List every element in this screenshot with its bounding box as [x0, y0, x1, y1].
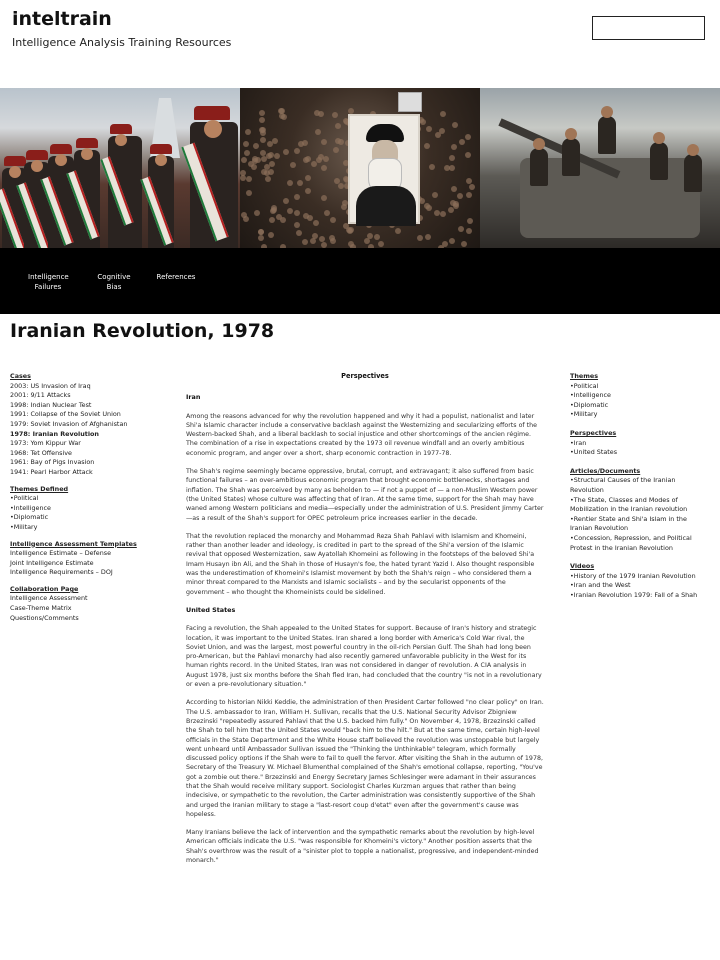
site-tagline: Intelligence Analysis Training Resources	[12, 36, 232, 49]
crowd-dot	[253, 143, 259, 149]
crowd-dot	[313, 220, 319, 226]
person-figure	[530, 148, 548, 186]
theme-link[interactable]: •Intelligence	[570, 391, 611, 400]
case-link[interactable]: 1973: Yom Kippur War	[10, 439, 81, 448]
crowd-dot	[324, 210, 330, 216]
crowd-dot	[303, 213, 309, 219]
body-paragraph: That the revolution replaced the monarchy and Mohammad Reza Shah Pahlavi with Islamism and Khomeini, rather than another leader and ideology, is credited in part to the spread of the Shi'a version of the Islamic revival that opposed Westernization, saw Ayatollah Khomeini as following in the footsteps of the beloved Shi'a Imam Husayn ibn Ali, and the Shah in those of Husayn's foe, the hated tyrant Yazid I. Also thought responsible was the underestimation of Khomeini's Islamist movement by both the Shah's reign – who considered them a minor threat compared to the Marxists and Islamic socialists – and by the secularist opponents of the government – who thought the Khomeinists could be sidelined.	[186, 532, 535, 596]
nav-intelligence-failures[interactable]	[28, 272, 68, 292]
nav-label: Cognitive	[97, 273, 131, 281]
crowd-dot	[440, 111, 446, 117]
crowd-dot	[259, 117, 265, 123]
crowd-dot	[294, 222, 300, 228]
site-header	[0, 0, 720, 88]
body-paragraph: Among the reasons advanced for why the revolution happened and why it had a populist, nationalist and later Shi'a Islamic character include a conservative backlash against the Westernizing and secularizing efforts of the Western-backed Shah, and a liberal backlash to social injustice and other shortcomings of the ancien régime. The combination of a rise in expectations created by the 1973 oil revenue windfall and an overly ambitious economic program, and anger over a short, sharp economic contraction in 1977-78.	[186, 412, 537, 457]
crowd-dot	[334, 178, 340, 184]
crowd-dot	[451, 144, 457, 150]
nav-label: Failures	[34, 283, 62, 291]
video-link[interactable]: •Iran and the West	[570, 581, 631, 590]
crowd-dot	[245, 129, 251, 135]
article-link[interactable]: •Structural Causes of the Iranian Revolution	[570, 476, 676, 494]
crowd-dot	[244, 150, 250, 156]
crowd-dot	[243, 141, 249, 147]
crowd-dot	[318, 154, 324, 160]
crowd-dot	[290, 162, 296, 168]
crowd-dot	[271, 205, 277, 211]
crowd-dot	[429, 164, 435, 170]
perspectives-side-heading[interactable]: Perspectives	[570, 428, 617, 437]
crowd-dot	[302, 239, 308, 245]
collaboration-link[interactable]: Intelligence Assessment	[10, 594, 88, 603]
banner-image-tank	[480, 88, 720, 248]
perspectives-heading: Perspectives	[341, 372, 389, 380]
video-link[interactable]: •Iranian Revolution 1979: Fall of a Shah	[570, 590, 698, 599]
khomeini-portrait	[348, 114, 420, 224]
case-link[interactable]: 1998: Indian Nuclear Test	[10, 400, 92, 409]
crowd-dot	[364, 238, 370, 244]
crowd-dot	[435, 132, 441, 138]
collaboration-link[interactable]: Questions/Comments	[10, 613, 79, 622]
videos-section	[570, 562, 710, 600]
crowd-dot	[310, 238, 316, 244]
crowd-dot	[469, 184, 475, 190]
crowd-dot	[287, 208, 293, 214]
crowd-dot	[283, 149, 289, 155]
cases-section	[10, 372, 160, 478]
banner-images	[0, 88, 720, 248]
crowd-dot	[305, 188, 311, 194]
crowd-dot	[333, 147, 339, 153]
crowd-dot	[467, 218, 473, 224]
united-states-heading: United States	[186, 605, 236, 614]
crowd-dot	[458, 226, 464, 232]
left-sidebar	[10, 372, 160, 630]
site-title[interactable]: inteltrain	[12, 8, 112, 30]
body-paragraph: According to historian Nikki Keddie, the administration of then President Carter followed "no clear policy" on Iran. The U.S. ambassador to Iran, William H. Sullivan, recalls that the U.S. National Security Advisor Zbigniew Brzezinski "repeatedly assured Pahlavi that the U.S. backed him fully." On November 4, 1978, Brzezinski called the Shah to tell him that the United States would "back him to the hilt." But at the same time, certain high-level officials in the State Department and the White House staff believed the revolution was unstoppable but largely went unheard until Ambassador Sullivan issued the "Thinking the Unthinkable" telegram, which formally discussed policy options if the Shah were to fail to quell the fervor. After visiting the Shah in the autumn of 1978, Secretary of the Treasury W. Michael Blumenthal complained of the Shah's emotional collapse, reporting, "You've got a zombie out there." Brzezinski and Energy Secretary James Schlesinger were adamant in their assurances that the Shah would receive military support. Sociologist Charles Kurzman argues that rather than being indecisive, or sympathetic to the revolution, the Carter administration was consistently supportive of the Shah and urged the Iranian military to stage a "last-resort coup d'etat" even after the government's cause was hopeless.	[186, 699, 544, 818]
small-portrait	[398, 92, 422, 112]
crowd-dot	[283, 198, 289, 204]
crowd-dot	[254, 210, 260, 216]
crowd-dot	[465, 134, 471, 140]
perspective-link[interactable]: •United States	[570, 448, 618, 457]
crowd-dot	[461, 241, 467, 247]
crowd-dot	[465, 152, 471, 158]
crowd-dot	[274, 153, 280, 159]
crowd-dot	[378, 241, 384, 247]
crowd-dot	[321, 139, 327, 145]
crowd-dot	[280, 217, 286, 223]
video-link[interactable]: •History of the 1979 Iranian Revolution	[570, 571, 696, 580]
cases-heading[interactable]: Cases	[10, 372, 31, 380]
crowd-dot	[329, 235, 335, 241]
banner-image-crowd	[240, 88, 480, 248]
collaboration-link[interactable]: Case-Theme Matrix	[10, 604, 72, 613]
soldier-figure	[108, 136, 142, 248]
banner-image-soldiers	[0, 88, 240, 248]
nav-label: Bias	[106, 283, 122, 291]
body-paragraph: Many Iranians believe the lack of intervention and the sympathetic remarks about the revolution by high-level American officials indicate the U.S. "was responsible for Khomeini's victory." Another position asserts that the Shah's overthrow was the result of a "sinister plot to topple a nationalist, progressive, and independent-minded monarch."	[186, 829, 539, 865]
crowd-dot	[246, 190, 252, 196]
themes-defined-heading[interactable]: Themes Defined	[10, 484, 69, 493]
crowd-dot	[395, 228, 401, 234]
crowd-dot	[246, 176, 252, 182]
crowd-dot	[444, 165, 450, 171]
main-nav	[0, 248, 720, 314]
collaboration-heading[interactable]: Collaboration Page	[10, 584, 79, 593]
perspectives-section	[570, 429, 710, 458]
theme-link[interactable]: •Military	[570, 410, 598, 419]
articles-section	[570, 467, 710, 553]
theme-link[interactable]: •Intelligence	[10, 503, 51, 512]
person-figure	[598, 116, 616, 154]
search-input[interactable]	[592, 16, 705, 40]
crowd-dot	[424, 203, 430, 209]
person-figure	[684, 154, 702, 192]
crowd-dot	[466, 192, 472, 198]
crowd-dot	[449, 155, 455, 161]
crowd-dot	[466, 178, 472, 184]
crowd-dot	[424, 143, 430, 149]
themes-heading[interactable]: Themes	[570, 372, 599, 380]
soldier-figure	[190, 122, 238, 248]
crowd-dot	[374, 234, 380, 240]
theme-link[interactable]: •Political	[10, 494, 39, 503]
crowd-dot	[451, 186, 457, 192]
crowd-dot	[252, 156, 258, 162]
crowd-dot	[297, 180, 303, 186]
crowd-dot	[305, 175, 311, 181]
case-link[interactable]: 1979: Soviet Invasion of Afghanistan	[10, 419, 128, 428]
crowd-dot	[318, 111, 324, 117]
soldier-figure	[74, 150, 100, 248]
crowd-dot	[272, 138, 278, 144]
crowd-dot	[259, 127, 265, 133]
person-figure	[562, 138, 580, 176]
crowd-dot	[432, 192, 438, 198]
crowd-dot	[417, 235, 423, 241]
template-link[interactable]: Intelligence Requirements – DOJ	[10, 568, 113, 577]
article-link[interactable]: •Rentier State and Shi'a Islam in the Iranian Revolution	[570, 514, 687, 533]
crowd-dot	[287, 180, 293, 186]
crowd-dot	[305, 156, 311, 162]
crowd-dot	[261, 169, 267, 175]
theme-link[interactable]: •Political	[570, 381, 599, 390]
crowd-dot	[457, 193, 463, 199]
crowd-dot	[259, 110, 265, 116]
crowd-dot	[279, 108, 285, 114]
template-link[interactable]: Intelligence Estimate – Defense	[10, 549, 112, 558]
templates-heading[interactable]: Intelligence Assessment Templates	[10, 539, 137, 548]
article-link[interactable]: •The State, Classes and Modes of Mobilization in the Iranian revolution	[570, 495, 688, 514]
nav-references[interactable]	[156, 272, 196, 282]
crowd-dot	[341, 204, 347, 210]
nav-label: Intelligence	[28, 273, 69, 281]
crowd-dot	[335, 123, 341, 129]
crowd-dot	[268, 232, 274, 238]
crowd-dot	[459, 139, 465, 145]
crowd-dot	[265, 176, 271, 182]
crowd-dot	[332, 112, 338, 118]
crowd-dot	[330, 217, 336, 223]
crowd-dot	[258, 229, 264, 235]
crowd-dot	[311, 161, 317, 167]
crowd-dot	[294, 210, 300, 216]
page-title: Iranian Revolution, 1978	[10, 320, 275, 342]
theme-link[interactable]: •Diplomatic	[10, 513, 49, 522]
crowd-dot	[321, 195, 327, 201]
crowd-dot	[440, 211, 446, 217]
crowd-dot	[269, 217, 275, 223]
case-link[interactable]: 2003: US Invasion of Iraq	[10, 381, 91, 390]
crowd-dot	[248, 161, 254, 167]
themes-defined-section	[10, 485, 160, 533]
nav-label: References	[156, 273, 196, 281]
soldier-figure	[24, 162, 50, 248]
crowd-dot	[260, 137, 266, 143]
crowd-dot	[348, 227, 354, 233]
case-link[interactable]: 1991: Collapse of the Soviet Union	[10, 410, 121, 419]
case-link[interactable]: 1941: Pearl Harbor Attack	[10, 467, 93, 476]
crowd-dot	[240, 170, 246, 176]
crowd-dot	[425, 234, 431, 240]
collaboration-section	[10, 585, 160, 623]
body-paragraph: The Shah's regime seemingly became oppressive, brutal, corrupt, and extravagant; it also suffered from basic functional failures – an over-ambitious economic program that brought economic bottlenecks, shortages and inflation. The Shah was perceived by many as beholden to — if not a puppet of — a non-Muslim Western power (the United States) whose culture was affecting that of Iran. At the same time, support for the Shah may have waned among Western politicians and media—especially under the administration of U.S. President Jimmy Carter—as a result of the Shah's support for OPEC petroleum price increases earlier in the decade.	[186, 468, 544, 522]
crowd-dot	[449, 238, 455, 244]
main-content	[186, 372, 544, 874]
case-link[interactable]: 1968: Tet Offensive	[10, 448, 72, 457]
crowd-dot	[294, 194, 300, 200]
case-link[interactable]: 1961: Bay of Pigs Invasion	[10, 458, 95, 467]
crowd-dot	[338, 139, 344, 145]
crowd-dot	[315, 129, 321, 135]
crowd-dot	[466, 228, 472, 234]
crowd-dot	[294, 148, 300, 154]
nav-cognitive-bias[interactable]	[94, 272, 134, 292]
case-link[interactable]: 2001: 9/11 Attacks	[10, 391, 71, 400]
perspective-link[interactable]: •Iran	[570, 438, 587, 447]
crowd-dot	[452, 122, 458, 128]
crowd-dot	[453, 203, 459, 209]
templates-section	[10, 540, 160, 578]
crowd-dot	[420, 119, 426, 125]
videos-heading[interactable]: Videos	[570, 562, 595, 571]
iran-heading: Iran	[186, 393, 201, 402]
right-sidebar	[570, 372, 710, 609]
themes-section	[570, 372, 710, 420]
body-paragraph: Facing a revolution, the Shah appealed to the United States for support. Because of Iran's history and strategic location, it was important to the United States. Iran shared a long border with America's Cold War rival, the Soviet Union, and was the largest, most powerful country in the oil-rich Persian Gulf. The Shah had long been pro-American, but the Pahlavi monarchy had also recently garnered unfavorable publicity in the West for its human rights record. In the United States, Iran was not considered in danger of revolution. A CIA analysis in August 1978, just six months before the Shah fled Iran, had concluded that the country "is not in a revolutionary or even a pre-revolutionary situation."	[186, 625, 542, 689]
crowd-dot	[296, 230, 302, 236]
crowd-dot	[241, 157, 247, 163]
case-link-current[interactable]: 1978: Iranian Revolution	[10, 429, 99, 438]
soldier-figure	[48, 156, 74, 248]
articles-heading[interactable]: Articles/Documents	[570, 466, 641, 475]
crowd-dot	[321, 165, 327, 171]
crowd-dot	[243, 216, 249, 222]
template-link[interactable]: Joint Intelligence Estimate	[10, 558, 94, 567]
crowd-dot	[298, 141, 304, 147]
person-figure	[650, 142, 668, 180]
soldier-figure	[148, 156, 174, 248]
article-link[interactable]: •Concession, Repression, and Political Protest in the Iranian Revolution	[570, 533, 692, 552]
theme-link[interactable]: •Diplomatic	[570, 400, 609, 409]
crowd-dot	[258, 235, 264, 241]
crowd-dot	[266, 153, 272, 159]
crowd-dot	[426, 126, 432, 132]
theme-link[interactable]: •Military	[10, 522, 38, 531]
